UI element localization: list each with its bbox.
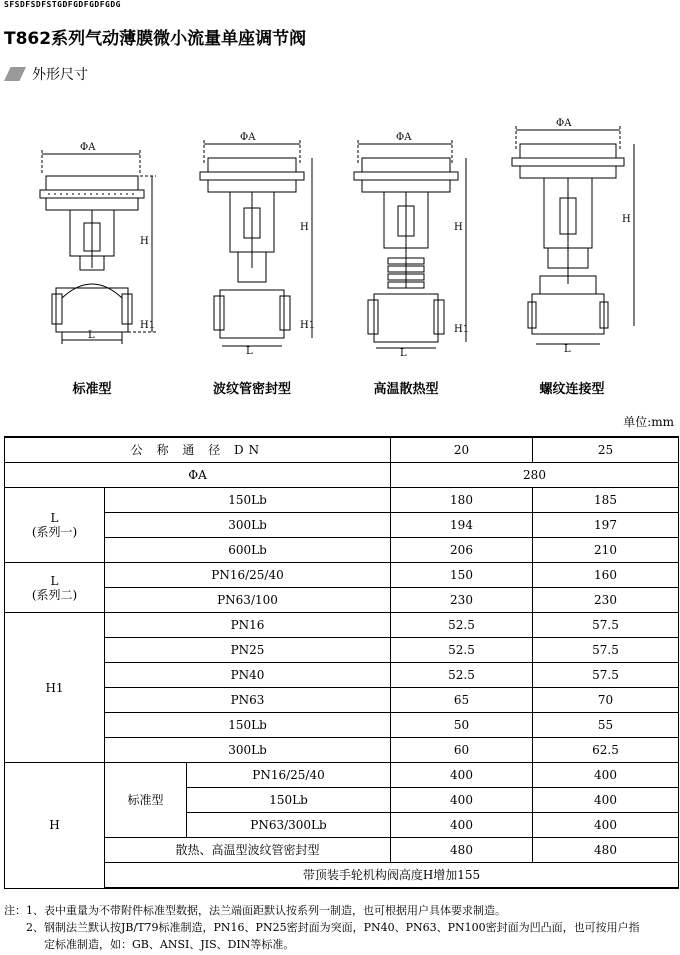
row-name: PN16 — [105, 613, 391, 638]
table-row — [5, 763, 679, 788]
value-20: 50 — [391, 713, 533, 738]
variant-label-bellows: 波纹管密封型 — [212, 382, 292, 397]
value-20: 52.5 — [391, 638, 533, 663]
value-25: 230 — [533, 588, 679, 613]
row-name: 150Lb — [187, 788, 391, 813]
table-row — [5, 663, 679, 688]
row-name: 600Lb — [105, 538, 391, 563]
row-name: PN63 — [105, 688, 391, 713]
h-dim-label: H — [622, 214, 631, 225]
phi-a-dim-label: ΦA — [556, 118, 572, 129]
table-row — [5, 513, 679, 538]
dn-value-20: 20 — [391, 437, 533, 463]
value-25: 400 — [533, 788, 679, 813]
value-25: 70 — [533, 688, 679, 713]
note-line-3: 定标准制造，如：GB、ANSI、JIS、DIN等标准。 — [44, 938, 295, 951]
value-20: 52.5 — [391, 613, 533, 638]
row-name: PN40 — [105, 663, 391, 688]
section-title: 外形尺寸 — [32, 67, 88, 83]
row-name: 150Lb — [105, 488, 391, 513]
value-20: 400 — [391, 763, 533, 788]
value-20: 194 — [391, 513, 533, 538]
variant-label-standard: 标准型 — [72, 382, 112, 397]
phi-a-value: 280 — [391, 463, 679, 488]
h-dim-label: H — [300, 222, 309, 233]
section-heading — [4, 64, 88, 84]
value-25: 197 — [533, 513, 679, 538]
valve-drawings — [0, 118, 680, 368]
variant-label-threaded: 螺纹连接型 — [539, 382, 605, 397]
drawing-standard — [40, 142, 156, 344]
h-standard-label: 标准型 — [105, 763, 187, 838]
value-20: 65 — [391, 688, 533, 713]
note-line-2: 2、钢制法兰默认按JB/T79标准制造，PN16、PN25密封面为突面，PN40、PN63、PN100密封面为凹凸面，也可按用户指 — [26, 921, 640, 934]
value-20: 150 — [391, 563, 533, 588]
table-row — [5, 437, 679, 463]
table-row — [5, 588, 679, 613]
variant-label-high-temp: 高温散热型 — [373, 382, 439, 397]
value-20: 230 — [391, 588, 533, 613]
row-name: PN16/25/40 — [187, 763, 391, 788]
footnotes — [4, 902, 680, 953]
l-series1-label — [5, 488, 105, 563]
h-handwheel-note: 带顶装手轮机构阀高度H增加155 — [105, 863, 679, 889]
drawing-bellows — [200, 132, 315, 357]
phi-a-dim-label: ΦA — [396, 132, 412, 143]
value-20: 180 — [391, 488, 533, 513]
phi-a-label: ΦA — [5, 463, 391, 488]
table-row — [5, 488, 679, 513]
row-name: PN63/100 — [105, 588, 391, 613]
value-25: 57.5 — [533, 638, 679, 663]
h1-dim-label: H1 — [300, 320, 316, 331]
h-dim-label: H — [140, 236, 149, 247]
table-row — [5, 563, 679, 588]
header-tag: SFSDFSDFSTGDFGDFGDFGDG — [4, 0, 121, 9]
l-series2-symbol: L — [50, 573, 59, 588]
value-20: 400 — [391, 813, 533, 838]
value-25: 57.5 — [533, 663, 679, 688]
note-line-1: 注：1、表中重量为不带附件标准型数据，法兰端面距默认按系列一制造，也可根据用户具体要求制造。 — [4, 904, 506, 917]
row-name: PN16/25/40 — [105, 563, 391, 588]
table-row — [5, 838, 679, 863]
value-20: 206 — [391, 538, 533, 563]
row-name: 300Lb — [105, 513, 391, 538]
section-marker-icon — [4, 67, 26, 81]
l-series2-name: (系列二) — [31, 587, 78, 602]
value-25: 400 — [533, 813, 679, 838]
table-row — [5, 713, 679, 738]
h-dim-label: H — [454, 222, 463, 233]
table-row — [5, 538, 679, 563]
l-series1-symbol: L — [50, 511, 59, 525]
value-20: 480 — [391, 838, 533, 863]
value-20: 60 — [391, 738, 533, 763]
table-row — [5, 738, 679, 763]
dn-label: 公 称 通 径 DN — [5, 437, 391, 463]
l-dim-label: L — [400, 348, 407, 359]
drawing-high-temp — [354, 132, 469, 359]
value-25: 62.5 — [533, 738, 679, 763]
h1-label: H1 — [5, 613, 105, 763]
l-dim-label: L — [246, 346, 253, 357]
value-25: 57.5 — [533, 613, 679, 638]
value-25: 210 — [533, 538, 679, 563]
row-name: 300Lb — [105, 738, 391, 763]
unit-label: 单位:mm — [623, 415, 674, 429]
row-name: 150Lb — [105, 713, 391, 738]
table-row — [5, 463, 679, 488]
value-25: 480 — [533, 838, 679, 863]
h1-dim-label: H1 — [454, 324, 470, 335]
l-series2-label — [5, 563, 105, 613]
drawing-threaded — [512, 118, 634, 355]
value-25: 160 — [533, 563, 679, 588]
h1-dim-label: H1 — [140, 320, 156, 331]
value-25: 185 — [533, 488, 679, 513]
dn-value-25: 25 — [533, 437, 679, 463]
table-row — [5, 638, 679, 663]
l-series1-name: (系列一) — [31, 525, 78, 539]
table-row — [5, 688, 679, 713]
value-25: 400 — [533, 763, 679, 788]
value-20: 400 — [391, 788, 533, 813]
spec-table — [4, 436, 679, 889]
h-label: H — [5, 763, 105, 889]
row-name: 散热、高温型波纹管密封型 — [105, 838, 391, 863]
table-row — [5, 863, 679, 889]
l-dim-label: L — [564, 344, 571, 355]
table-row — [5, 613, 679, 638]
value-20: 52.5 — [391, 663, 533, 688]
l-dim-label: L — [88, 330, 95, 341]
phi-a-dim-label: ΦA — [240, 132, 256, 143]
page-title: T862系列气动薄膜微小流量单座调节阀 — [4, 29, 307, 49]
phi-a-dim-label: ΦA — [80, 142, 96, 153]
value-25: 55 — [533, 713, 679, 738]
row-name: PN25 — [105, 638, 391, 663]
row-name: PN63/300Lb — [187, 813, 391, 838]
